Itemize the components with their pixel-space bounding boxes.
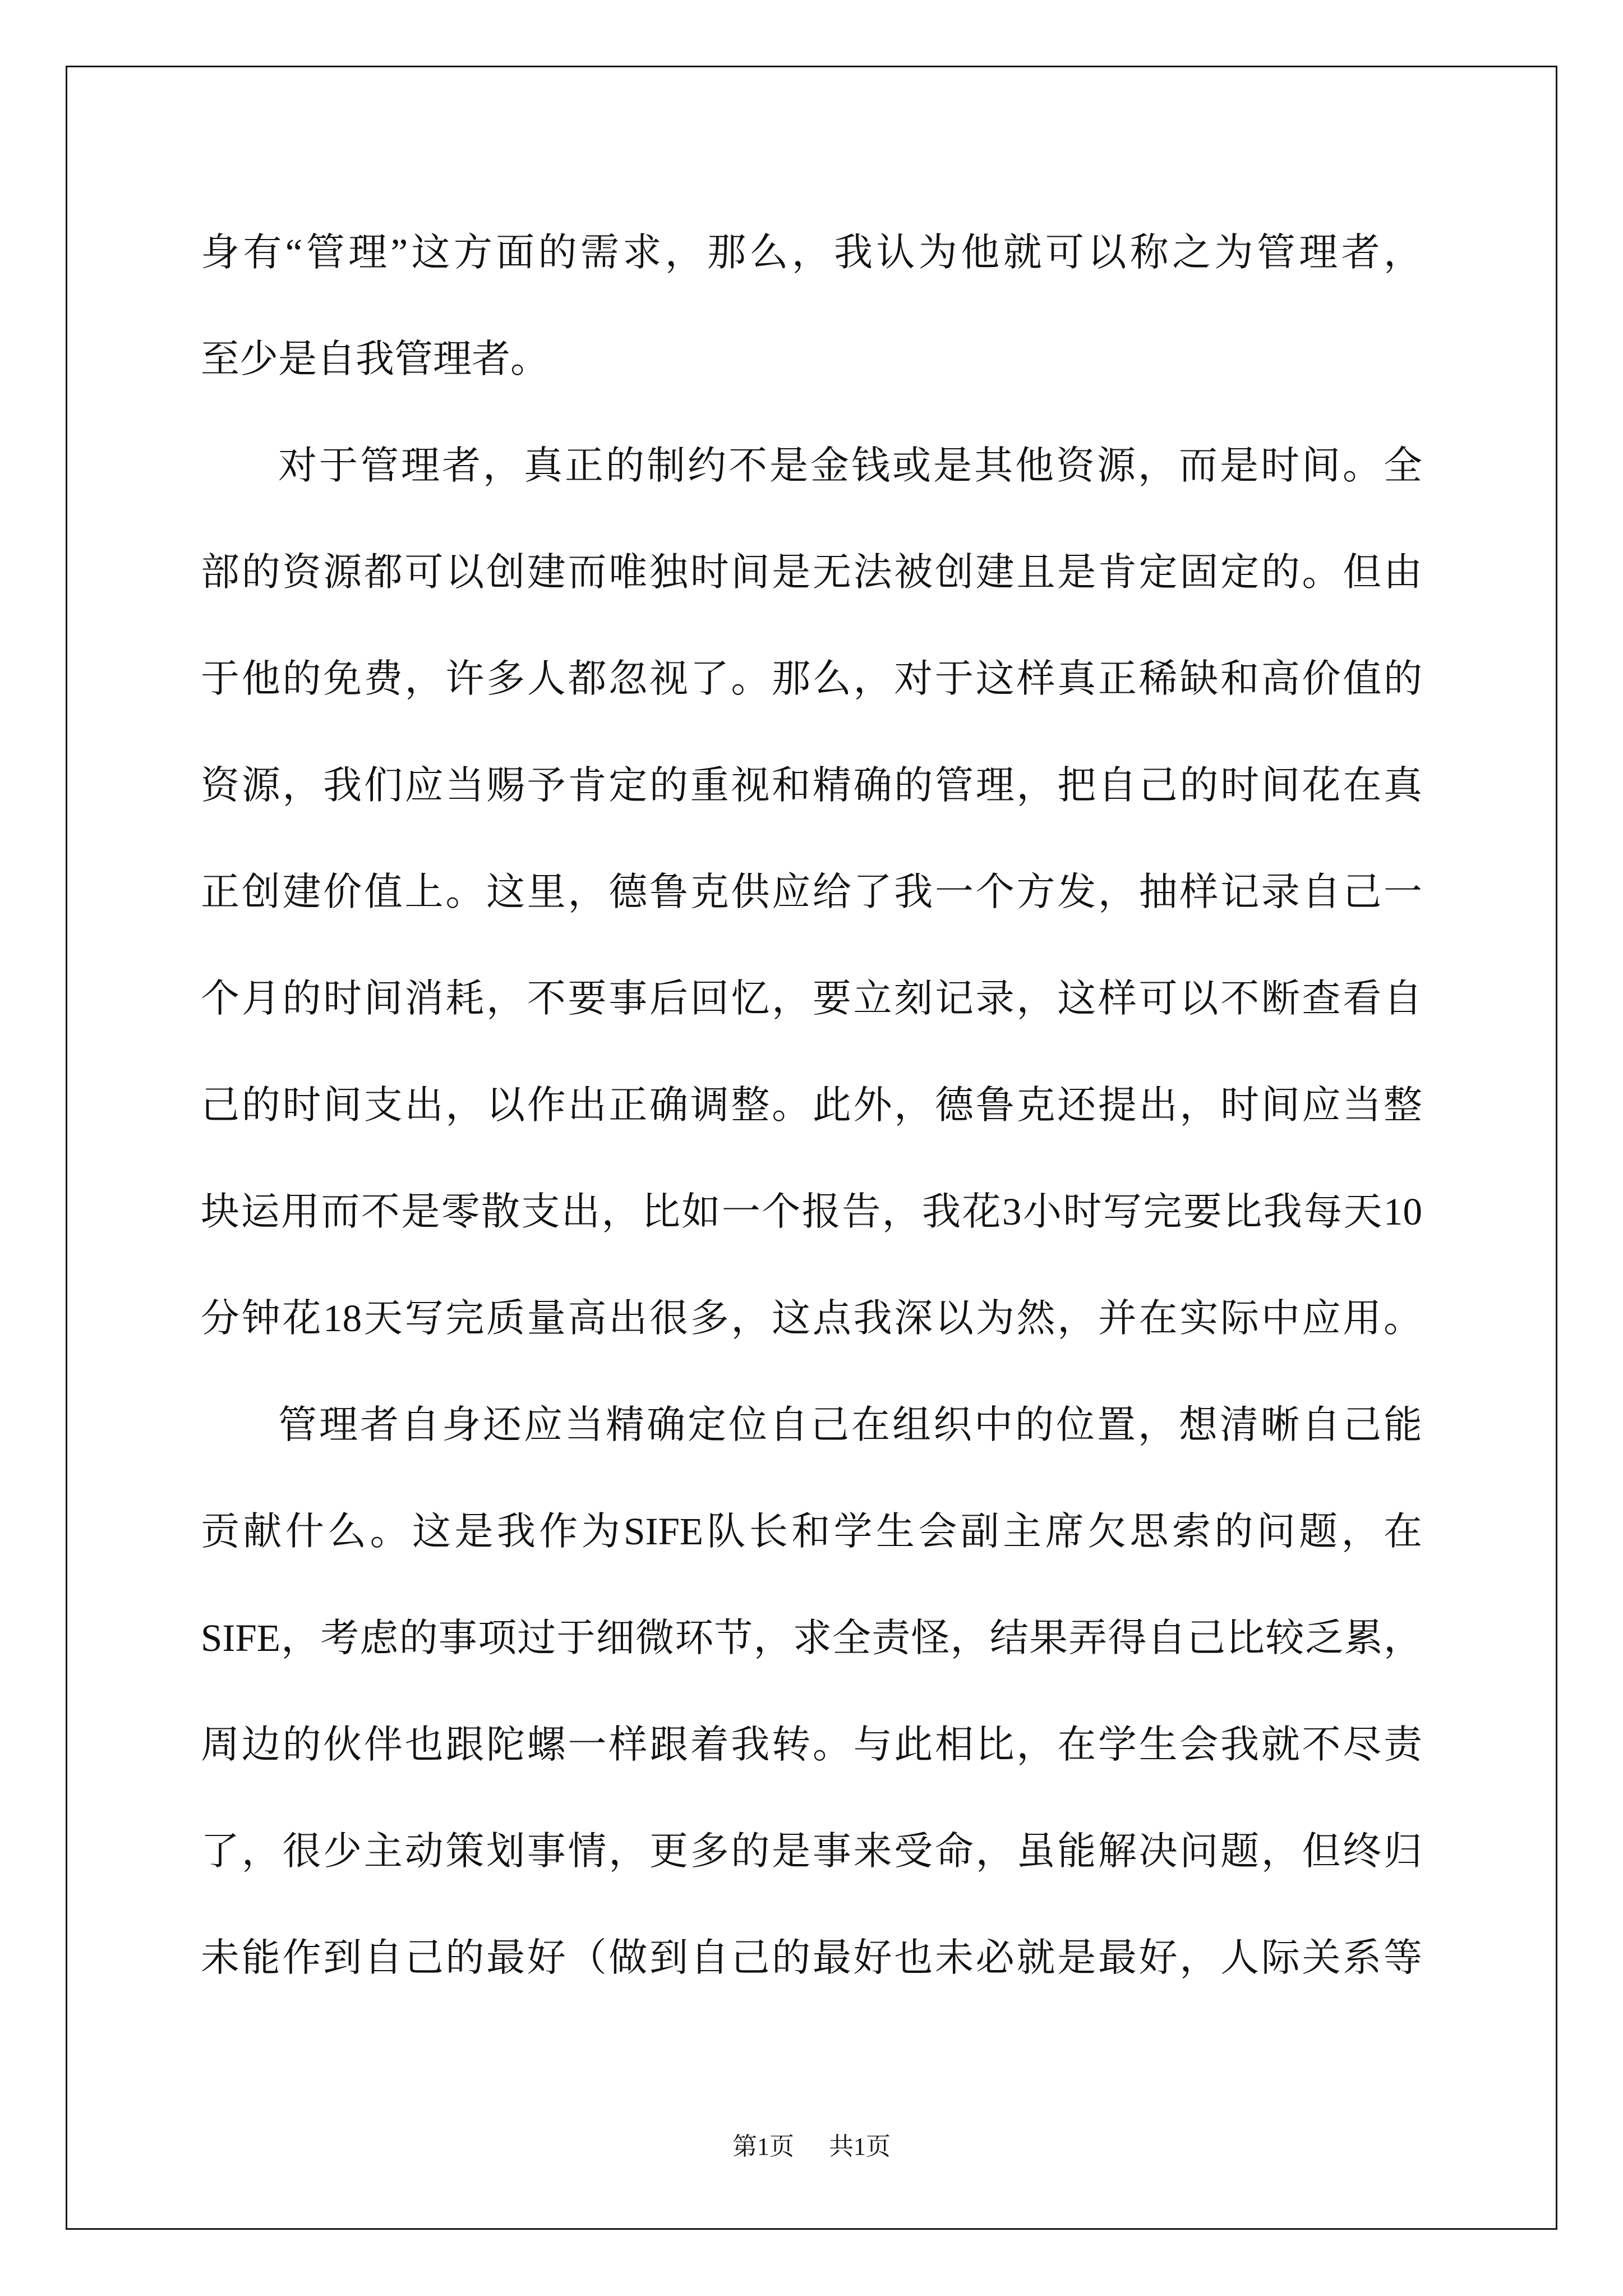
text-line: 身有“管理”这方面的需求，那么，我认为他就可以称之为管理者， — [201, 231, 1422, 274]
text-line: 分钟花18天写完质量高出很多，这点我深以为然，并在实际中应用。 — [201, 1297, 1422, 1340]
text-line: 部的资源都可以创建而唯独时间是无法被创建且是肯定固定的。但由 — [201, 551, 1422, 593]
paragraph — [201, 199, 1422, 412]
text-line: 于他的免费，许多人都忽视了。那么，对于这样真正稀缺和高价值的 — [201, 657, 1422, 700]
text-line: 己的时间支出，以作出正确调整。此外，德鲁克还提出，时间应当整 — [201, 1084, 1422, 1126]
body-text — [201, 199, 1422, 2011]
paragraph — [201, 1372, 1422, 2011]
page-total: 共1页 — [829, 2133, 891, 2160]
text-line: 管理者自身还应当精确定位自己在组织中的位置，想清晰自己能 — [278, 1404, 1422, 1446]
text-line: 未能作到自己的最好（做到自己的最好也未必就是最好，人际关系等 — [201, 1936, 1422, 1979]
page-footer — [0, 2130, 1623, 2164]
text-line: SIFE，考虑的事项过于细微环节，求全责怪，结果弄得自己比较乏累， — [201, 1617, 1422, 1659]
text-line: 贡献什么。这是我作为SIFE队长和学生会副主席欠思索的问题，在 — [201, 1510, 1422, 1553]
paragraph — [201, 412, 1422, 1372]
text-line: 块运用而不是零散支出，比如一个报告，我花3小时写完要比我每天10 — [201, 1190, 1422, 1233]
text-line: 了，很少主动策划事情，更多的是事来受命，虽能解决问题，但终归 — [201, 1830, 1422, 1872]
text-line: 资源，我们应当赐予肯定的重视和精确的管理，把自己的时间花在真 — [201, 764, 1422, 807]
text-line: 至少是自我管理者。 — [201, 338, 549, 380]
page-number: 第1页 — [732, 2133, 794, 2160]
text-line: 个月的时间消耗，不要事后回忆，要立刻记录，这样可以不断查看自 — [201, 977, 1422, 1020]
text-line: 周边的伙伴也跟陀螺一样跟着我转。与此相比，在学生会我就不尽责 — [201, 1723, 1422, 1766]
text-line: 对于管理者，真正的制约不是金钱或是其他资源，而是时间。全 — [278, 444, 1422, 487]
text-line: 正创建价值上。这里，德鲁克供应给了我一个方发，抽样记录自己一 — [201, 871, 1422, 913]
